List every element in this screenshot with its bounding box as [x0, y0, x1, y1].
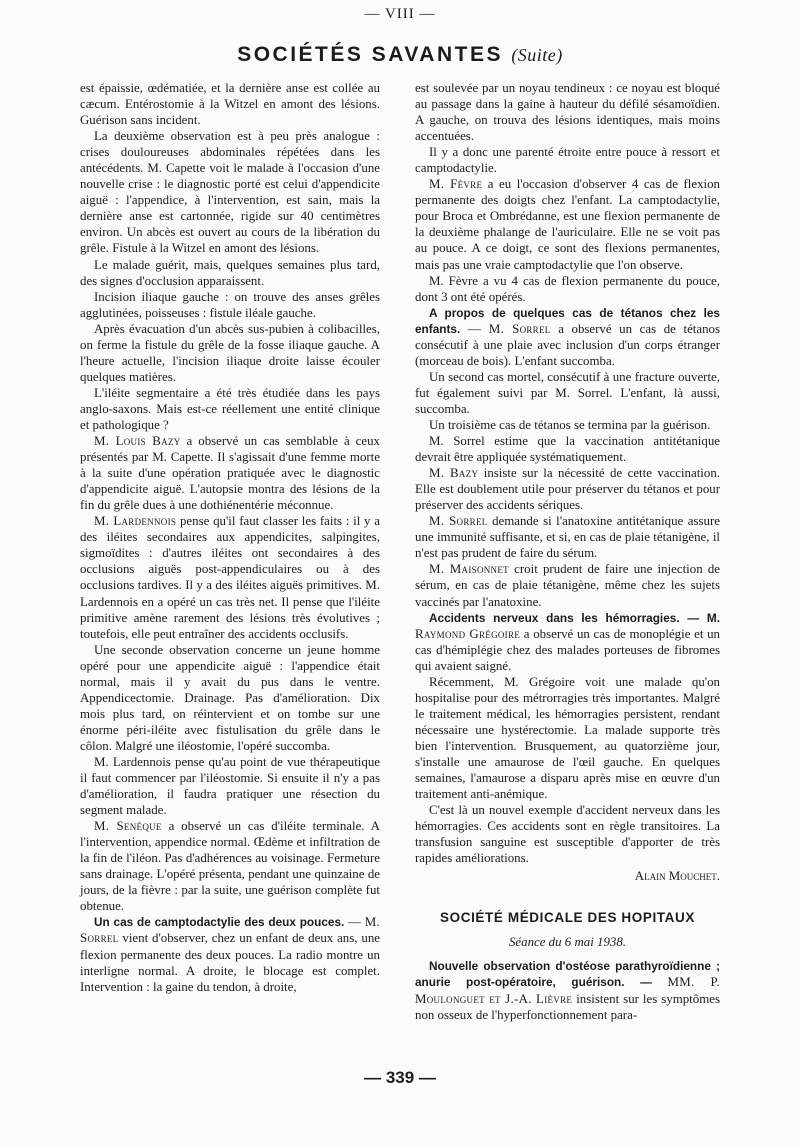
- paragraph: Incision iliaque gauche : on trouve des anses grêles agglutinées, poisseuses : fistule iléale gauche.: [80, 289, 380, 320]
- topic-heading: Accidents nerveux dans les hémorragies. — M.: [429, 610, 720, 625]
- author-name: M. Bazy: [429, 466, 479, 481]
- paragraph: est épaissie, œdématiée, et la dernière anse est collée au cæcum. Entérostomie à la Witzel en amont des lésions. Guérison sans incident.: [80, 81, 380, 128]
- right-column: [415, 80, 720, 1023]
- author-name: M. Fèvre: [429, 177, 483, 192]
- paragraph: L'iléite segmentaire a été très étudiée dans les pays anglo-saxons. Mais est-ce réellement une entité clinique et pathologique ?: [80, 385, 380, 432]
- paragraph: Récemment, M. Grégoire voit une malade qu'on hospitalise pour des métrorragies très importantes. Malgré le traitement médical, les hémorragies persistent, rendant nécessaire une hystérectomie. La malade supporte très bien l'intervention. Brusquement, au quatorzième jour, s'installe une amaurose de l'œil gauche. En quelques semaines, l'amaurose a disparu après mise en œuvre d'un traitement anti-anémique.: [415, 674, 720, 802]
- paragraph: M. Fèvre a vu 4 cas de flexion permanente du pouce, dont 3 ont été opérés.: [415, 273, 720, 304]
- paragraph: M. Lardennois pense qu'il faut classer les faits : il y a des iléites secondaires aux appendicites, salpingites, sigmoïdites : d'autres iléites ont secondaires à des occlusions aiguës post-appendiculaires ou à des occlusions tardives. Il y a des iléites aiguës primitives. M. Lardennois en a opéré un cas très net. Il pense que l'iléite primitive amène rarement des lésions très évolutives ; toutefois, elle peut entraîner des accidents occlusifs.: [80, 514, 380, 641]
- paragraph: est soulevée par un noyau tendineux : ce noyau est bloqué au passage dans la gaine à hauteur du défilé sésamoïdien. A gauche, on trouva des lésions identiques, mais moins accentuées.: [415, 81, 720, 144]
- paragraph: Un troisième cas de tétanos se termina par la guérison.: [429, 417, 711, 432]
- paragraph: M. Louis Bazy a observé un cas semblable à ceux présentés par M. Capette. Il s'agissait d'une femme morte à la suite d'une opération pratiquée avec le diagnostic d'appendicite aiguë. L'autopsie montra des lésions de la fin du grêle dues à une dothiénentérie méconnue.: [80, 434, 380, 513]
- paragraph: Le malade guérit, mais, quelques semaines plus tard, des signes d'occlusion apparaissent.: [80, 257, 380, 288]
- author-name: MM. P. Moulonguet et J.-A. Lièvre: [415, 975, 721, 1006]
- page-number: — 339 —: [364, 1068, 436, 1087]
- folio: — VIII —: [364, 6, 436, 22]
- author-name: M. Maisonnet: [429, 562, 509, 577]
- topic-heading: A propos de quelques cas de tétanos chez les enfants.: [415, 305, 720, 336]
- paragraph: A propos de quelques cas de tétanos chez les enfants. — M. Sorrel a observé un cas de tétanos consécutif à une plaie avec inclusion d'un corps étranger (morceau de bois). L'enfant succomba.: [415, 305, 720, 368]
- paragraph: Il y a donc une parenté étroite entre pouce à ressort et camptodactylie.: [415, 145, 720, 176]
- paragraph: M. Senèque a observé un cas d'iléite terminale. A l'intervention, appendice normal. Œdème et infiltration de la fin de l'iléon. Pas d'adhérences au voisinage. Fermeture sans drainage. L'opéré présenta, pendant une quinzaine de jours, de la fièvre : par la suite, une guérison complète fut obtenue.: [80, 819, 380, 914]
- signature: Alain Mouchet.: [634, 869, 720, 884]
- paragraph: C'est là un nouvel exemple d'accident nerveux dans les hémorragies. Ces accidents sont en règle transitoires. La transfusion sanguine est susceptible d'apporter de très rapides améliorations.: [415, 803, 720, 866]
- seance-date: Séance du 6 mai 1938.: [508, 935, 627, 950]
- paragraph: M. Fèvre a eu l'occasion d'observer 4 cas de flexion permanente des doigts chez l'enfant. La camptodactylie, pour Broca et Ombrédanne, est une flexion permanente de la deuxième phalange de l'auriculaire. Elle ne se voit pas au pouce. A ce doigt, ce sont des flexions permanentes, mais pas une vraie camptodactylie que l'on observe.: [415, 177, 720, 272]
- author-name: M. Lardennois: [94, 514, 177, 529]
- left-column: [80, 80, 380, 995]
- paragraph: La deuxième observation est à peu près analogue : crises douloureuses abdominales répétées dans les antécédents. M. Capette voit le malade à l'occasion d'une nouvelle crise : le diagnostic porté est celui d'appendicite aiguë : l'appendice, à l'intervention, est sain, mais la dernière anse est cartonnée, rigide sur 40 centimètres environ. Un abcès est ouvert au cours de la libération du grêle. Fistule à la Witzel en amont des lésions.: [80, 129, 380, 256]
- paragraph: M. Bazy insiste sur la nécessité de cette vaccination. Elle est doublement utile pour préserver du tétanos et pour préserver des accidents sériques.: [415, 466, 720, 513]
- author-name: Raymond Grégoire: [415, 626, 521, 641]
- author-name: M. Sorrel: [80, 915, 380, 946]
- paragraph: Un second cas mortel, consécutif à une fracture ouverte, fut également suivi par M. Sorrel. L'enfant, là aussi, succomba.: [415, 369, 720, 416]
- paragraph: Un cas de camptodactylie des deux pouces. — M. Sorrel vient d'observer, chez un enfant de deux ans, une flexion permanente des deux pouces. La radio montre un interligne normal. A droite, le blocage est complet. Intervention : la gaine du tendon, à droite,: [80, 915, 380, 994]
- running-head: [0, 43, 800, 67]
- topic-heading: Nouvelle observation d'ostéose parathyroïdienne ; anurie post-opératoire, guérison. —: [415, 959, 720, 990]
- paragraph: Nouvelle observation d'ostéose parathyroïdienne ; anurie post-opératoire, guérison. — MM. P. Moulonguet et J.-A. Lièvre insistent sur les symptômes non osseux de l'hyperfonctionnement para-: [415, 959, 721, 1022]
- topic-heading: Un cas de camptodactylie des deux pouces.: [94, 915, 345, 930]
- society-heading: SOCIÉTÉ MÉDICALE DES HOPITAUX: [440, 910, 695, 926]
- paragraph: M. Sorrel demande si l'anatoxine antitétanique assure une immunité suffisante, et si, en cas de plaie tétanigène, il n'est pas prudent de faire du sérum.: [415, 514, 720, 561]
- section-suite: (Suite): [511, 45, 563, 65]
- paragraph: M. Lardennois pense qu'au point de vue thérapeutique il faut commencer par l'iléostomie. Si ensuite il n'y a pas d'amélioration, il faudra pratiquer une résection du segment malade.: [80, 754, 380, 818]
- paragraph: M. Sorrel estime que la vaccination antitétanique devrait être appliquée systématiquement.: [415, 434, 720, 465]
- author-name: M. Louis Bazy: [94, 434, 181, 449]
- author-name: — M. Sorrel: [467, 321, 551, 336]
- paragraph: Accidents nerveux dans les hémorragies. — M. Raymond Grégoire a observé un cas de monoplégie et un cas d'hémiplégie chez des malades porteuses de fibromes qui avaient saigné.: [415, 610, 720, 673]
- paragraph: Après évacuation d'un abcès sus-pubien à colibacilles, on ferme la fistule du grêle de la fosse iliaque gauche. A l'heure actuelle, l'incision iliaque droite laisse écouler quelques matières.: [80, 321, 380, 384]
- paragraph: M. Maisonnet croit prudent de faire une injection de sérum, en cas de plaie tétanigène, même chez les sujets vaccinés par l'anatoxine.: [415, 562, 720, 609]
- author-name: M. Sorrel: [429, 514, 488, 529]
- author-name: M. Senèque: [94, 819, 162, 834]
- paragraph: Une seconde observation concerne un jeune homme opéré pour une appendicite aiguë : l'appendice était normal, mais il y avait du pus dans le ventre. Appendicectomie. Drainage. Pas d'amélioration. Dix mois plus tard, on réintervient et on tombe sur une énorme péri-iléite avec fistulisation du grêle dans le côlon. Malgré une iléostomie, l'opéré succomba.: [80, 642, 380, 753]
- section-title: SOCIÉTÉS SAVANTES: [237, 43, 503, 66]
